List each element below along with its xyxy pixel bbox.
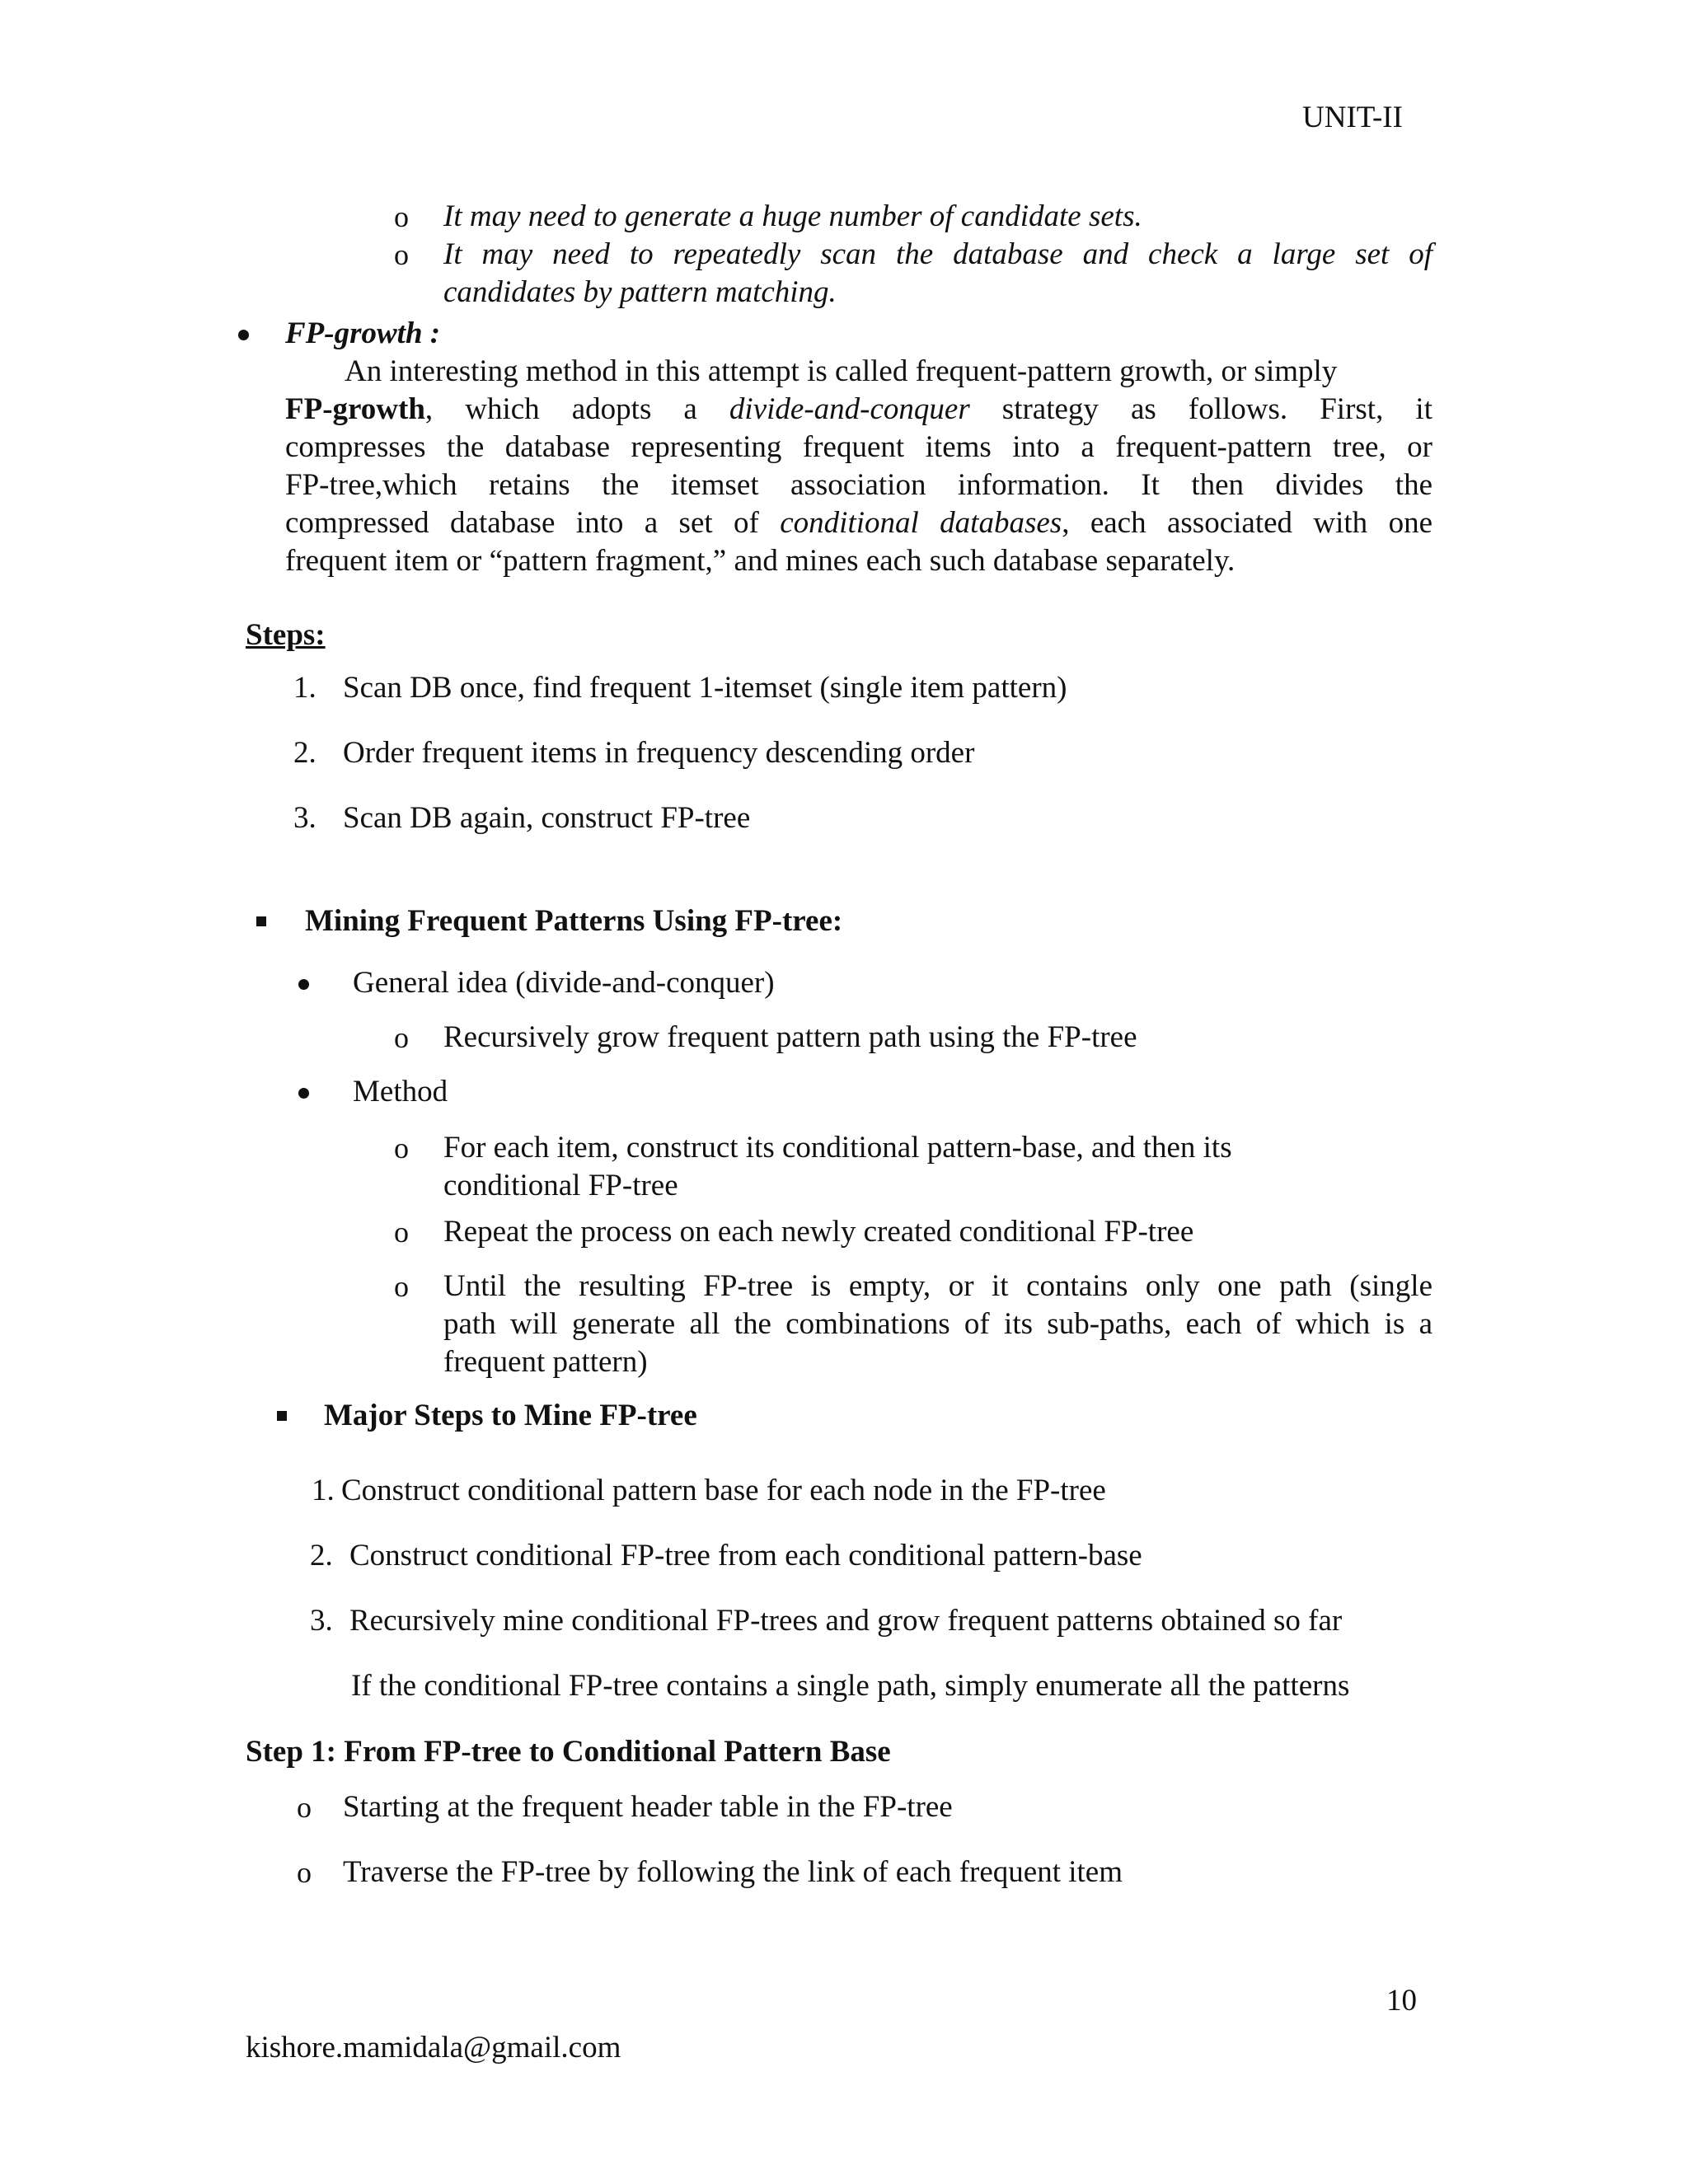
method-sub-item-cont: conditional FP-tree bbox=[443, 1169, 678, 1202]
step1-heading: Step 1: From FP-tree to Conditional Pattern Base bbox=[246, 1735, 891, 1769]
intro-sub-item: It may need to repeatedly scan the database and check a large set of bbox=[443, 237, 1432, 271]
intro-sub-item: It may need to generate a huge number of candidate sets. bbox=[443, 199, 1142, 233]
square-bullet bbox=[277, 1411, 287, 1421]
fp-growth-heading: FP-growth : bbox=[285, 316, 441, 350]
major-step-number: 3. bbox=[310, 1604, 333, 1638]
major-steps-heading: Major Steps to Mine FP-tree bbox=[324, 1399, 697, 1432]
method-sub-item: Repeat the process on each newly created conditional FP-tree bbox=[443, 1215, 1194, 1249]
sub-bullet-marker: o bbox=[394, 200, 409, 233]
bullet-dot bbox=[238, 330, 249, 340]
major-step-text: Recursively mine conditional FP-trees and grow frequent patterns obtained so far bbox=[349, 1604, 1343, 1638]
major-note: If the conditional FP-tree contains a single path, simply enumerate all the patterns bbox=[351, 1669, 1350, 1703]
sub-bullet-marker: o bbox=[394, 238, 409, 271]
general-idea-item: General idea (divide-and-conquer) bbox=[353, 966, 775, 1000]
intro-sub-item-cont: candidates by pattern matching. bbox=[443, 275, 837, 309]
steps-heading: Steps: bbox=[246, 618, 326, 652]
sub-bullet-marker: o bbox=[297, 1856, 312, 1889]
major-step-number: 1. bbox=[312, 1474, 335, 1507]
mining-heading: Mining Frequent Patterns Using FP-tree: bbox=[305, 904, 843, 938]
fp-growth-para-line: compresses the database representing frequent items into a frequent-pattern tree, or bbox=[285, 430, 1432, 464]
bullet-dot bbox=[298, 979, 309, 990]
method-sub-item-cont: path will generate all the combinations of its sub-paths, each of which is a bbox=[443, 1307, 1432, 1341]
step1-item: Traverse the FP-tree by following the link of each frequent item bbox=[343, 1855, 1123, 1889]
method-sub-item-cont: frequent pattern) bbox=[443, 1345, 648, 1379]
step-text: Scan DB once, find frequent 1-itemset (single item pattern) bbox=[343, 671, 1067, 705]
bullet-dot bbox=[298, 1088, 309, 1099]
unit-header: UNIT-II bbox=[1302, 101, 1403, 134]
major-step-text: Construct conditional FP-tree from each conditional pattern-base bbox=[349, 1539, 1142, 1572]
major-step-number: 2. bbox=[310, 1539, 333, 1572]
sub-bullet-marker: o bbox=[297, 1791, 312, 1824]
square-bullet bbox=[256, 916, 266, 926]
fp-growth-para-line: frequent item or “pattern fragment,” and mines each such database separately. bbox=[285, 544, 1236, 578]
step-text: Scan DB again, construct FP-tree bbox=[343, 801, 751, 835]
step-text: Order frequent items in frequency descending order bbox=[343, 736, 975, 770]
sub-bullet-marker: o bbox=[394, 1021, 409, 1054]
method-sub-item: Until the resulting FP-tree is empty, or it contains only one path (single bbox=[443, 1269, 1432, 1303]
step-number: 1. bbox=[293, 671, 316, 705]
fp-growth-para-line: An interesting method in this attempt is called frequent-pattern growth, or simply bbox=[345, 354, 1338, 388]
general-sub-item: Recursively grow frequent pattern path using the FP-tree bbox=[443, 1020, 1137, 1054]
page-number: 10 bbox=[1386, 1984, 1417, 2018]
method-sub-item: For each item, construct its conditional pattern-base, and then its bbox=[443, 1131, 1232, 1165]
sub-bullet-marker: o bbox=[394, 1270, 409, 1303]
fp-growth-para-line: FP-tree,which retains the itemset association information. It then divides the bbox=[285, 468, 1432, 502]
step-number: 3. bbox=[293, 801, 316, 835]
fp-growth-para-line: FP-growth, which adopts a divide-and-conquer strategy as follows. First, it bbox=[285, 392, 1432, 426]
author-email: kishore.mamidala@gmail.com bbox=[246, 2031, 621, 2064]
step-number: 2. bbox=[293, 736, 316, 770]
step1-item: Starting at the frequent header table in the FP-tree bbox=[343, 1790, 953, 1824]
major-step-text: Construct conditional pattern base for each node in the FP-tree bbox=[341, 1474, 1106, 1507]
sub-bullet-marker: o bbox=[394, 1216, 409, 1249]
method-item: Method bbox=[353, 1075, 448, 1108]
fp-growth-para-line: compressed database into a set of conditional databases, each associated with one bbox=[285, 506, 1432, 540]
sub-bullet-marker: o bbox=[394, 1132, 409, 1165]
